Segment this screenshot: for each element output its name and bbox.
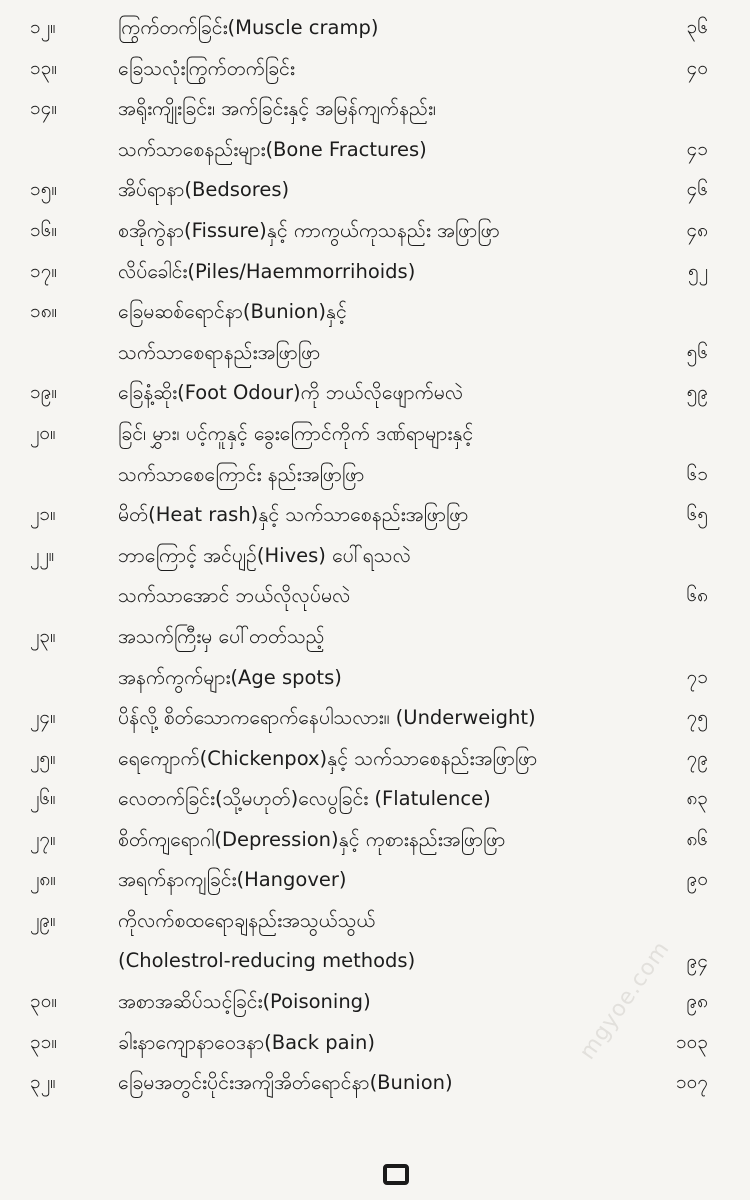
toc-entry-line [0,617,750,658]
entry-title: အိပ်ရာနာ(Bedsores) [118,178,290,202]
entry-page-number: ၈၃ [686,787,708,810]
entry-number: ၂၂။ [30,543,55,566]
entry-page-number: ၁၀၇ [675,1071,708,1094]
toc-entry[interactable] [0,89,750,170]
entry-page-number: ၄၆ [686,178,708,201]
toc-entry[interactable] [0,495,750,536]
toc-entry[interactable] [0,1023,750,1064]
entry-number: ၃၀။ [30,990,58,1013]
entry-title: လိပ်ခေါင်း(Piles/Haemmorrihoids) [118,259,416,283]
entry-title: ရေကျောက်(Chickenpox)နှင့် သက်သာစေနည်းအဖြာဖြာ [118,746,538,770]
entry-number: ၂၀။ [30,421,56,444]
toc-entry[interactable] [0,292,750,373]
toc-entry-line [0,89,750,130]
toc-entry[interactable] [0,211,750,252]
entry-title: သက်သာစေကြောင်း နည်းအဖြာဖြာ [118,462,365,486]
toc-entry-line [0,455,750,496]
toc-entry-line [0,901,750,942]
entry-title: (Cholestrol-reducing methods) [118,948,416,972]
entry-title: လေတက်ခြင်း(သို့မဟုတ်)လေပွခြင်း (Flatulence) [118,787,491,811]
entry-page-number: ၁၀၃ [675,1030,708,1053]
toc-entry-line [0,739,750,780]
entry-title: ပိန်လို့ စိတ်သောကရောက်နေပါသလား။ (Underweight) [118,706,536,730]
toc-entry-line [0,779,750,820]
entry-title: အစာအဆိပ်သင့်ခြင်း(Poisoning) [118,990,371,1014]
toc-entry-line [0,698,750,739]
toc-entry[interactable] [0,252,750,293]
toc-entry-line [0,49,750,90]
toc-entry-line [0,495,750,536]
entry-number: ၂၇။ [30,827,56,850]
toc-entry[interactable] [0,373,750,414]
entry-page-number: ၇၁ [686,665,708,688]
entry-page-number: ၇၉ [686,746,708,769]
toc-entry[interactable] [0,779,750,820]
entry-number: ၃၂။ [30,1071,56,1094]
entry-title: ကိုလက်စထရောချနည်းအသွယ်သွယ် [118,909,376,933]
entry-number: ၂၉။ [30,909,56,932]
entry-page-number: ၆၁ [686,462,708,485]
entry-page-number: ၇၅ [686,706,708,729]
toc-entry-line [0,292,750,333]
toc-entry-line [0,536,750,577]
toc-entry-line [0,1063,750,1104]
toc-entry-line [0,820,750,861]
entry-title: ခြင်၊ မွှား၊ ပင့်ကူနှင့် ခွေးကြောင်ကိုက် ဒဏ်ရာများနှင့် [118,421,474,445]
entry-page-number: ၉၄ [686,949,708,972]
entry-number: ၁၃။ [30,56,58,79]
entry-number: ၁၇။ [30,259,58,282]
toc-entry[interactable] [0,536,750,617]
table-of-contents [0,8,750,1104]
entry-number: ၂၅။ [30,746,56,769]
toc-entry-line [0,1023,750,1064]
entry-number: ၂၃။ [30,624,56,647]
entry-title: သက်သာအောင် ဘယ်လိုလုပ်မလဲ [118,584,351,608]
entry-number: ၂၁။ [30,503,56,526]
toc-entry-line [0,170,750,211]
entry-page-number: ၆၅ [686,503,708,526]
entry-page-number: ၄၀ [686,56,708,79]
toc-entry[interactable] [0,860,750,901]
entry-number: ၂၆။ [30,787,56,810]
entry-title: မိတ်(Heat rash)နှင့် သက်သာစေနည်းအဖြာဖြာ [118,503,469,527]
toc-entry-line [0,8,750,49]
toc-entry[interactable] [0,8,750,49]
entry-page-number: ၅၉ [686,381,708,404]
toc-entry-line [0,333,750,374]
toc-entry[interactable] [0,414,750,495]
entry-title: ခြေမဆစ်ရောင်နာ(Bunion)နှင့် [118,300,347,324]
entry-title: အရိုးကျိုးခြင်း၊ အက်ခြင်းနှင့် အမြန်ကျက်နည်း၊ [118,97,436,121]
entry-page-number: ၉၀ [686,868,708,891]
toc-entry[interactable] [0,698,750,739]
toc-entry-line [0,130,750,171]
entry-title: အရက်နာကျခြင်း(Hangover) [118,868,347,892]
toc-entry[interactable] [0,1063,750,1104]
entry-number: ၃၁။ [30,1030,58,1053]
watermark: mgyoe.com [575,936,675,1065]
toc-entry[interactable] [0,820,750,861]
toc-entry-line [0,252,750,293]
toc-entry-line [0,576,750,617]
entry-number: ၂၄။ [30,706,56,729]
entry-number: ၁၆။ [30,218,58,241]
entry-title: ခါးနာကျောနာဝေဒနာ(Back pain) [118,1030,375,1054]
entry-page-number: ၈၆ [686,827,708,850]
entry-title: သက်သာစေနည်းများ(Bone Fractures) [118,137,427,161]
entry-title: ခြေမအတွင်းပိုင်းအကျိအိတ်ရောင်နာ(Bunion) [118,1071,453,1095]
entry-title: ဘာကြောင့် အင်ပျဉ်(Hives) ပေါ်ရသလဲ [118,543,411,567]
entry-page-number: ၆၈ [686,584,708,607]
entry-number: ၁၉။ [30,381,58,404]
toc-entry[interactable] [0,49,750,90]
entry-number: ၁၄။ [30,97,58,120]
entry-title: ခြေသလုံးကြွက်တက်ခြင်း [118,56,295,80]
entry-page-number: ၄၈ [686,218,708,241]
entry-title: သက်သာစေရာနည်းအဖြာဖြာ [118,340,321,364]
toc-entry[interactable] [0,170,750,211]
entry-page-number: ၅၆ [686,340,708,363]
toc-entry-line [0,658,750,699]
entry-page-number: ၃၆ [686,16,708,38]
entry-page-number: ၄၁ [686,137,708,160]
toc-entry-line [0,373,750,414]
toc-entry[interactable] [0,739,750,780]
entry-title: ကြွက်တက်ခြင်း(Muscle cramp) [118,16,379,39]
toc-entry-line [0,414,750,455]
toc-entry-line [0,860,750,901]
entry-number: ၁၂။ [30,16,56,38]
entry-number: ၂၈။ [30,868,56,891]
entry-number: ၁၈။ [30,300,58,323]
toc-entry[interactable] [0,617,750,698]
entry-title: ခြေနံ့ဆိုး(Foot Odour)ကို ဘယ်လိုဖျောက်မလဲ [118,381,464,405]
entry-title: အနက်ကွက်များ(Age spots) [118,665,342,689]
entry-title: စိတ်ကျရောဂါ(Depression)နှင့် ကုစားနည်းအဖြာဖြာ [118,827,506,851]
page-mark-icon [383,1164,409,1185]
entry-page-number: ၉၈ [686,990,708,1013]
toc-entry-line [0,211,750,252]
entry-title: အသက်ကြီးမှ ပေါ်တတ်သည့် [118,624,325,648]
entry-title: စအိုကွဲနာ(Fissure)နှင့် ကာကွယ်ကုသနည်း အဖြာဖြာ [118,218,500,242]
entry-page-number: ၅၂ [687,259,708,282]
entry-number: ၁၅။ [30,178,58,201]
